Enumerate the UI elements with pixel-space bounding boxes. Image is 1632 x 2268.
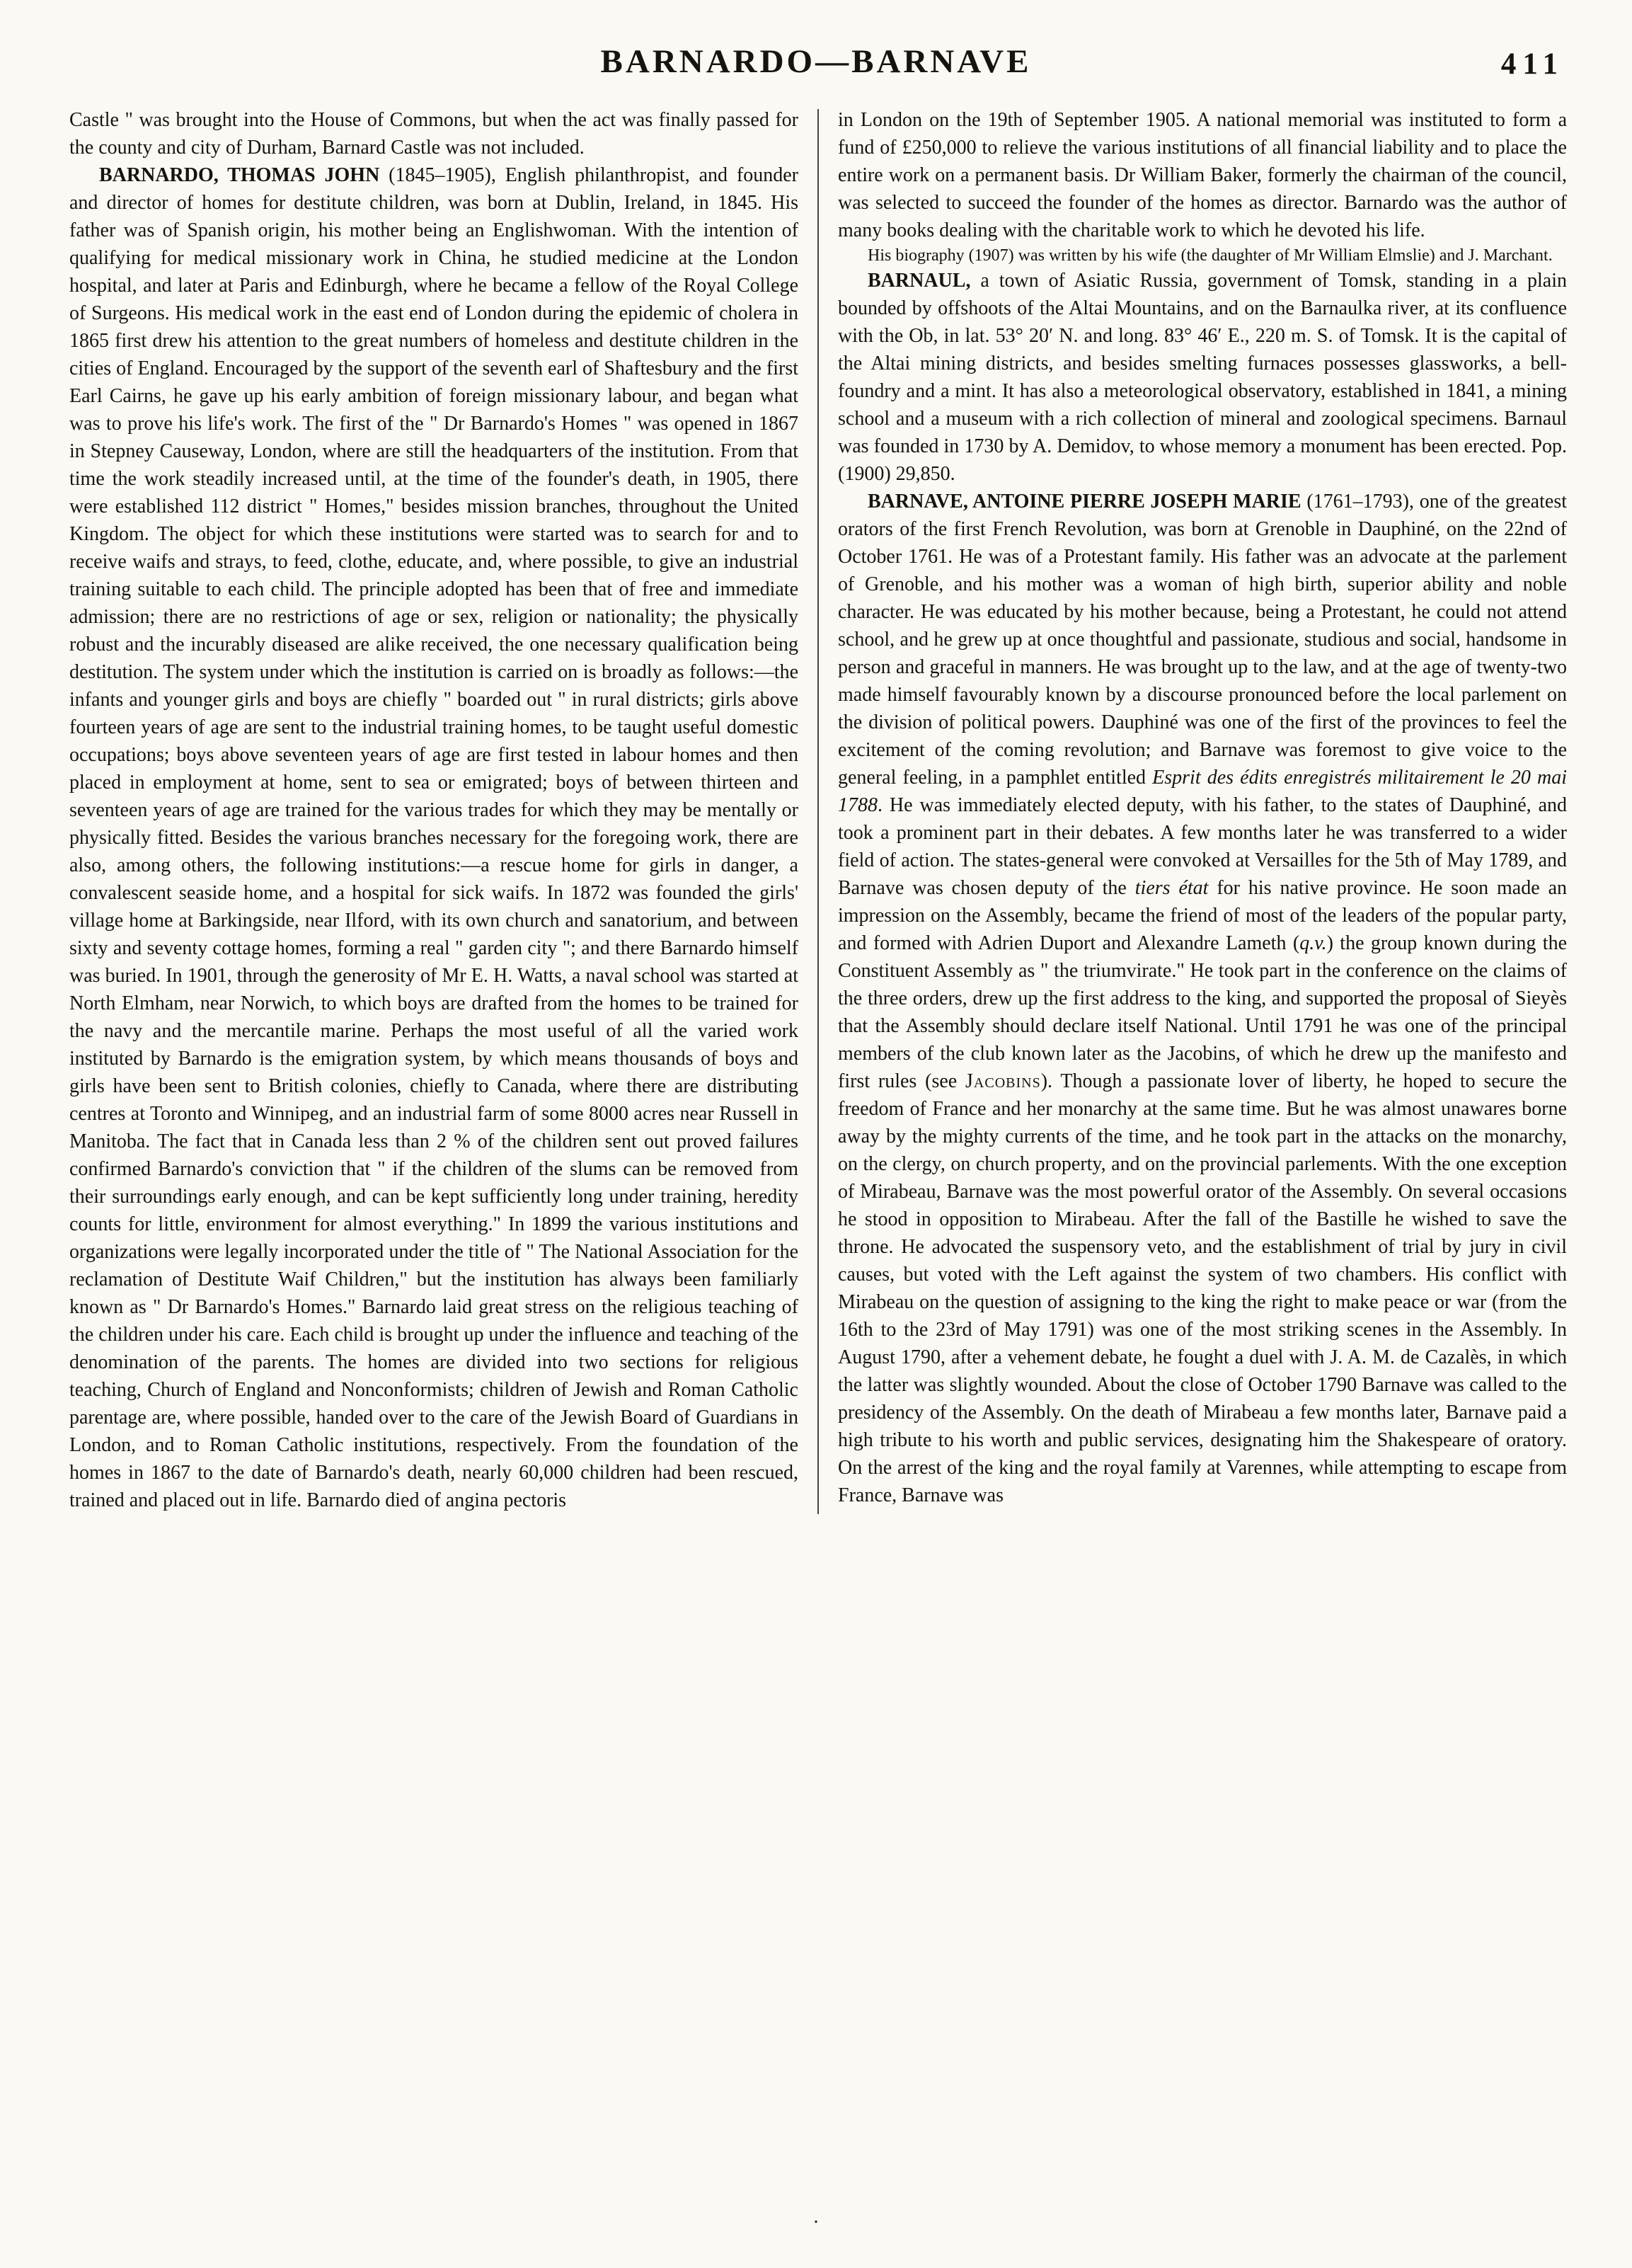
entry-text: for his native province. He soon made an impression on the Assembly, became the friend of most of the leaders of the popular party, and formed with Adrien Duport and Alexandre Lameth ( xyxy=(838,877,1567,954)
entry-text: ). Though a passionate lover of liberty, he hoped to secure the freedom of France and her monarchy at the same time. But he was almost unawares borne away by the mighty currents of the time, and he took part in the attacks on the monarchy, on the clergy, on church property, and on the provincial parlements. With the one exception of Mirabeau, Barnave was the most powerful orator of the Assembly. On several occasions he stood in opposition to Mirabeau. After the fall of the Bastille he wished to save the throne. He advocated the suspensory veto, and the establishment of trial by jury in civil causes, but voted with the Left against the system of two chambers. His conflict with Mirabeau on the question of assigning to the king the right to make peace or war (from the 16th to the 23rd of May 1791) was one of the most striking scenes in the Assembly. In August 1790, after a vehement debate, he fought a duel with J. A. M. de Cazalès, in which the latter was slightly wounded. About the close of October 1790 Barnave was called to the presidency of the Assembly. On the death of Mirabeau a few months later, Barnave paid a high tribute to his worth and public services, designating him the Shakespeare of oratory. On the arrest of the king and the royal family at Varennes, while attempting to escape from France, Barnave was xyxy=(838,1070,1567,1506)
entry-text: a town of Asiatic Russia, government of Tomsk, standing in a plain bounded by offshoots of the Altai Mountains, and on the Barnaulka river, at its confluence with the Ob, in lat. 53° 20′ N. and long. 83° 46′ E., 220 m. S. of Tomsk. It is the capital of the Altai mining districts, and besides smelting furnaces possesses glassworks, a bell-foundry and a mint. It has also a meteorological observatory, established in 1841, a mining school and a museum with a rich collection of mineral and zoological specimens. Barnaul was founded in 1730 by A. Demidov, to whose memory a monument has been erected. Pop. (1900) 29,850. xyxy=(838,270,1567,485)
entry-text: Castle " was brought into the House of Commons, but when the act was finally passed for the county and city of Durham, Barnard Castle was not included. xyxy=(69,109,798,159)
entry-barnaul xyxy=(838,267,1567,488)
tiers-etat-italic: tiers état xyxy=(1134,877,1209,899)
column-divider xyxy=(817,109,819,1514)
entry-text: . He was immediately elected deputy, with his father, to the states of Dauphiné, and took a prominent part in their debates. A few months later he was transferred to a wider field of action. The states-general were convoked at Versailles for the 5th of May 1789, and Barnave was chosen deputy of the xyxy=(838,794,1567,899)
jacobins-cross-reference: Jacobins xyxy=(965,1070,1041,1092)
entry-barnardo-bibliography-note xyxy=(838,244,1567,267)
entry-text: (1845–1905), English philanthropist, and founder and director of homes for destitute children, was born at Dublin, Ireland, in 1845. His father was of Spanish origin, his mother being an Englishwoman. With the intention of qualifying for medical missionary work in China, he studied medicine at the London hospital, and later at Paris and Edinburgh, where he became a fellow of the Royal College of Surgeons. His medical work in the east end of London during the epidemic of cholera in 1865 first drew his attention to the great numbers of homeless and destitute children in the cities of England. Encouraged by the support of the seventh earl of Shaftesbury and the first Earl Cairns, he gave up his early ambition of foreign missionary labour, and began what was to prove his life's work. The first of the " Dr Barnardo's Homes " was opened in 1867 in Stepney Causeway, London, where are still the headquarters of the institution. From that time the work steadily increased until, at the time of the founder's death, in 1905, there were established 112 district " Homes," besides mission branches, throughout the United Kingdom. The object for which these institutions were started was to search for and to receive waifs and strays, to feed, clothe, educate, and, where possible, to give an industrial training suitable to each child. The principle adopted has been that of free and immediate admission; there are no restrictions of age or sex, religion or nationality; the physically robust and the incurably diseased are alike received, the one necessary qualification being destitution. The system under which the institution is carried on is broadly as follows:—the infants and younger girls and boys are chiefly " boarded out " in rural districts; girls above fourteen years of age are sent to the industrial training homes, to be taught useful domestic occupations; boys above seventeen years of age are first tested in labour homes and then placed in employment at home, sent to sea or emigrated; boys of between thirteen and seventeen years of age are trained for the various trades for which they may be mentally or physically fitted. Besides the various branches necessary for the foregoing work, there are also, among others, the following institutions:—a rescue home for girls in danger, a convalescent seaside home, and a hospital for sick waifs. In 1872 was founded the girls' village home at Barkingside, near Ilford, with its own church and sanatorium, and between sixty and seventy cottage homes, forming a real " garden city "; and there Barnardo himself was buried. In 1901, through the generosity of Mr E. H. Watts, a naval school was started at North Elmham, near Norwich, to which boys are drafted from the homes to be trained for the navy and the mercantile marine. Perhaps the most useful of all the varied work instituted by Barnardo is the emigration system, by which means thousands of boys and girls have been sent to British colonies, chiefly to Canada, where there are distributing centres at Toronto and Winnipeg, and an industrial farm of some 8000 acres near Russell in Manitoba. The fact that in Canada less than 2 % of the children sent out proved failures confirmed Barnardo's conviction that " if the children of the slums can be removed from their surroundings early enough, and can be kept sufficiently long under training, heredity counts for little, environment for almost everything." In 1899 the various institutions and organizations were legally incorporated under the title of " The National Association for the reclamation of Destitute Waif Children," but the institution has always been familiarly known as " Dr Barnardo's Homes." Barnardo laid great stress on the religious teaching of the children under his care. Each child is brought up under the influence and teaching of the denomination of the parents. The homes are divided into two sections for religious teaching, Church of England and Nonconformists; children of Jewish and Roman Catholic parentage are, where possible, handed over to the care of the Jewish Board of Guardians in London, and to Roman Catholic institutions, respectively. From the foundation of the homes in 1867 to the date of Barnardo's death, nearly 60,000 children had been rescued, trained and placed out in life. Barnardo died of angina pectoris xyxy=(69,164,798,1511)
running-title: BARNARDO—BARNAVE xyxy=(600,43,1032,80)
entry-barnard-castle-continuation xyxy=(69,106,798,161)
entry-heading: BARNARDO, THOMAS JOHN xyxy=(99,164,380,186)
entry-text: in London on the 19th of September 1905. A national memorial was instituted to form a fund of £250,000 to relieve the various institutions of all financial liability and to place the entire work on a permanent basis. Dr William Baker, formerly the chairman of the council, was selected to succeed the founder of the homes as director. Barnardo was the author of many books dealing with the charitable work to which he devoted his life. xyxy=(838,109,1567,241)
pamphlet-title-italic: Esprit des édits enregistrés militairement le 20 mai 1788 xyxy=(838,767,1568,816)
note-text: His biography (1907) was written by his wife (the daughter of Mr William Elmslie) and J. Marchant. xyxy=(868,246,1553,265)
column-left xyxy=(69,106,798,1514)
entry-barnave xyxy=(838,488,1567,1509)
entry-text: (1761–1793), one of the greatest orators of the first French Revolution, was born at Grenoble in Dauphiné, on the 22nd of October 1761. He was of a Protestant family. His father was an advocate at the parlement of Grenoble, and his mother was a woman of high birth, superior ability and noble character. He was educated by his mother because, being a Protestant, he could not attend school, and he grew up at once thoughtful and passionate, studious and social, handsome in person and graceful in manners. He was brought up to the law, and at the age of twenty-two made himself favourably known by a discourse pronounced before the local parlement on the division of political powers. Dauphiné was one of the first of the provinces to feel the excitement of the coming revolution; and Barnave was foremost to give voice to the general feeling, in a pamphlet entitled xyxy=(838,491,1567,789)
page-number: 411 xyxy=(1500,47,1564,81)
entry-heading: BARNAVE, ANTOINE PIERRE JOSEPH MARIE xyxy=(868,491,1301,512)
page-header xyxy=(0,0,1632,99)
entry-barnardo xyxy=(69,161,798,1514)
entry-text: ) the group known during the Constituent Assembly as " the triumvirate." He took part in the conference on the claims of the three orders, drew up the first address to the king, and supported the proposal of Sieyès that the Assembly should declare itself National. Until 1791 he was one of the principal members of the club known later as the Jacobins, of which he drew up the manifesto and first rules (see xyxy=(838,932,1567,1092)
text-columns xyxy=(0,99,1632,1514)
entry-barnardo-continuation xyxy=(838,106,1567,244)
column-right xyxy=(838,106,1567,1514)
qv-cross-reference: q.v. xyxy=(1299,932,1327,954)
entry-heading: BARNAUL, xyxy=(868,270,971,292)
bottom-print-mark: . xyxy=(813,2206,819,2228)
